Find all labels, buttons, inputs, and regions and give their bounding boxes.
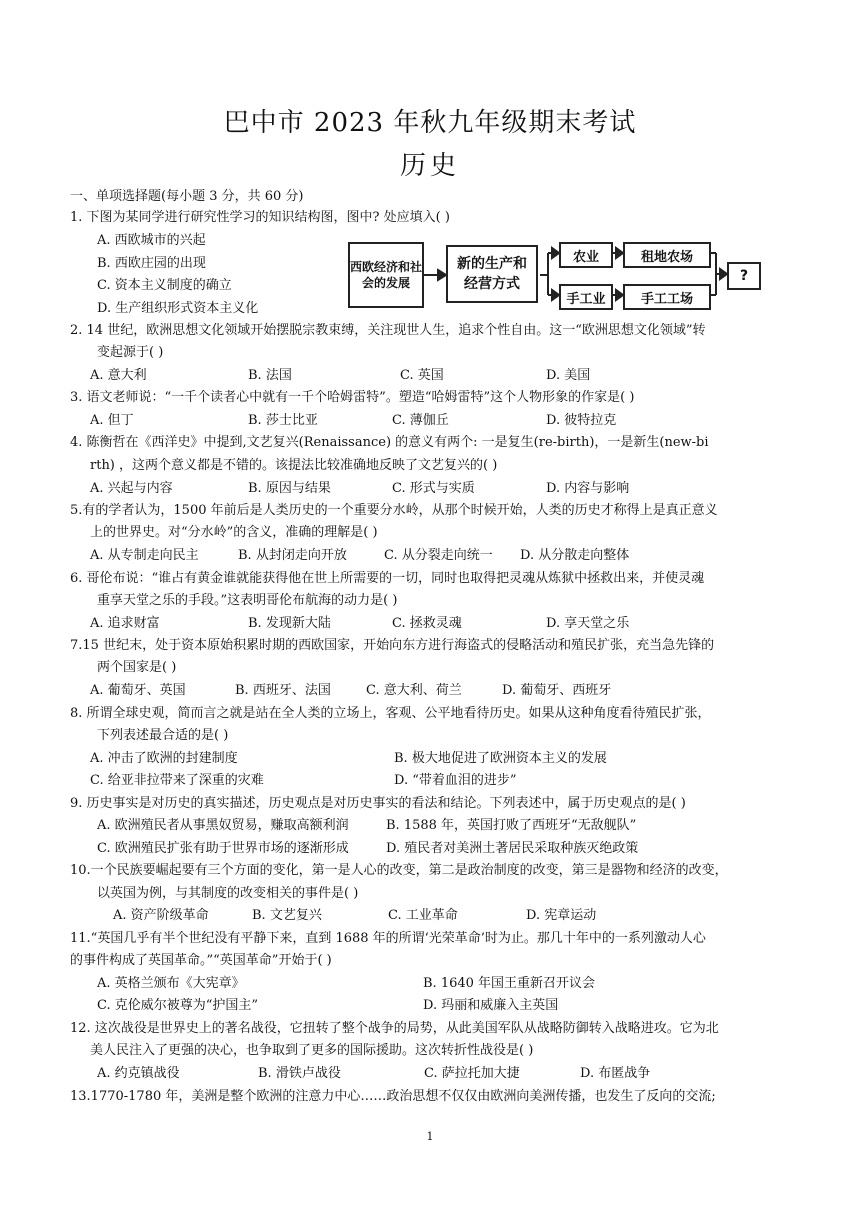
- question-12-option-c: C. 萨拉托加大捷: [424, 1066, 520, 1081]
- question-7-line-1: 7.15 世纪末，处于资本原始积累时期的西欧国家，开始向东方进行海盗式的侵略活动和殖民扩张，充当急先锋的: [70, 638, 715, 653]
- section-heading: 一、单项选择题(每小题 3 分，共 60 分): [70, 189, 304, 204]
- diagram-box-middle: 新的生产和经营方式: [446, 245, 538, 303]
- diagram-box-workshop: 手工工场: [623, 284, 711, 310]
- question-6-option-d: D. 享天堂之乐: [546, 616, 630, 631]
- question-3-stem: 3. 语文老师说：“一千个读者心中就有一千个哈姆雷特”。塑造“哈姆雷特”这个人物形象的作家是( ): [70, 390, 635, 405]
- question-5-line-1: 5.有的学者认为，1500 年前后是人类历史的一个重要分水岭，从那个时候开始，人类的历史才称得上是真正意义: [70, 503, 718, 518]
- question-5-line-2: 上的世界史。对“分水岭”的含义，准确的理解是( ): [90, 525, 378, 540]
- diagram-box-handicraft: 手工业: [559, 284, 613, 310]
- question-8-line-1: 8. 所谓全球史观，简而言之就是站在全人类的立场上，客观、公平地看待历史。如果从这种角度看待殖民扩张，: [70, 706, 711, 721]
- question-7-option-a: A. 葡萄牙、英国: [90, 683, 186, 698]
- diagram-box-start: 西欧经济和社会的发展: [348, 242, 424, 308]
- question-6-line-1: 6. 哥伦布说：“谁占有黄金谁就能获得他在世上所需要的一切，同时也取得把灵魂从炼狱中拯救出来，并使灵魂: [70, 571, 705, 586]
- question-1-option-d: D. 生产组织形式资本主义化: [97, 301, 259, 316]
- diagram-box-farm: 租地农场: [623, 242, 711, 268]
- question-5-option-c: C. 从分裂走向统一: [384, 548, 493, 563]
- question-6-option-c: C. 拯救灵魂: [392, 616, 462, 631]
- question-7-line-2: 两个国家是( ): [97, 660, 177, 675]
- question-1-stem: 1. 下图为某同学进行研究性学习的知识结构图，图中? 处应填入( ): [70, 210, 450, 225]
- question-13-line-1: 13.1770-1780 年，美洲是整个欧洲的注意力中心……政治思想不仅仅由欧洲向美洲传播，也发生了反向的交流;: [70, 1089, 716, 1104]
- knowledge-structure-diagram: [340, 236, 770, 314]
- question-3-option-b: B. 莎士比亚: [248, 413, 318, 428]
- question-5-option-d: D. 从分散走向整体: [520, 548, 630, 563]
- question-10-option-c: C. 工业革命: [388, 908, 458, 923]
- question-12-option-a: A. 约克镇战役: [97, 1066, 180, 1081]
- question-2-line-1: 2. 14 世纪，欧洲思想文化领域开始摆脱宗教束缚，关注现世人生，追求个性自由。这一“欧洲思想文化领域”转: [70, 323, 706, 338]
- question-11-option-c: C. 克伦威尔被尊为“护国主”: [97, 998, 259, 1013]
- question-9-option-a: A. 欧洲殖民者从事黑奴贸易，赚取高额利润: [97, 818, 349, 833]
- question-4-line-1: 4. 陈衡哲在《西洋史》中提到,文艺复兴(Renaissance) 的意义有两个: 一是复生(re-birth)，一是新生(new-bi: [70, 435, 709, 450]
- question-10-line-2: 以英国为例，与其制度的改变相关的事件是( ): [97, 886, 359, 901]
- question-5-option-a: A. 从专制走向民主: [90, 548, 199, 563]
- question-10-option-b: B. 文艺复兴: [252, 908, 322, 923]
- question-6-option-a: A. 追求财富: [90, 616, 160, 631]
- question-7-option-d: D. 葡萄牙、西班牙: [502, 683, 612, 698]
- question-2-line-2: 变起源于( ): [97, 345, 164, 360]
- question-2-option-c: C. 英国: [400, 368, 444, 383]
- question-9-stem: 9. 历史事实是对历史的真实描述，历史观点是对历史事实的看法和结论。下列表述中，属于历史观点的是( ): [70, 796, 686, 811]
- question-4-line-2: rth) ，这两个意义都是不错的。该提法比较准确地反映了文艺复兴的( ): [90, 458, 498, 473]
- question-6-option-b: B. 发现新大陆: [248, 616, 331, 631]
- question-8-line-2: 下列表述最合适的是( ): [97, 728, 229, 743]
- question-4-option-d: D. 内容与影响: [546, 481, 630, 496]
- question-5-option-b: B. 从封闭走向开放: [238, 548, 347, 563]
- question-11-option-b: B. 1640 年国王重新召开议会: [423, 976, 596, 991]
- question-3-option-d: D. 彼特拉克: [546, 413, 617, 428]
- page-number: 1: [426, 1130, 434, 1143]
- question-9-option-c: C. 欧洲殖民扩张有助于世界市场的逐渐形成: [97, 841, 349, 856]
- question-4-option-a: A. 兴起与内容: [90, 481, 173, 496]
- question-7-option-b: B. 西班牙、法国: [235, 683, 331, 698]
- question-7-option-c: C. 意大利、荷兰: [366, 683, 462, 698]
- question-10-option-d: D. 宪章运动: [526, 908, 597, 923]
- question-2-option-d: D. 美国: [546, 368, 591, 383]
- question-2-option-b: B. 法国: [248, 368, 292, 383]
- question-9-option-d: D. 殖民者对美洲土著居民采取种族灭绝政策: [386, 841, 639, 856]
- question-1-option-c: C. 资本主义制度的确立: [97, 278, 232, 293]
- question-11-line-1: 11.“英国几乎有半个世纪没有平静下来，直到 1688 年的所谓‘光荣革命’时为止。那几十年中的一系列激动人心: [70, 931, 706, 946]
- question-3-option-a: A. 但丁: [90, 413, 134, 428]
- question-12-option-b: B. 滑铁卢战役: [258, 1066, 341, 1081]
- diagram-box-unknown: ?: [727, 262, 761, 290]
- question-6-line-2: 重享天堂之乐的手段。”这表明哥伦布航海的动力是( ): [97, 593, 398, 608]
- diagram-box-agriculture: 农业: [559, 242, 613, 268]
- question-12-option-d: D. 布匿战争: [580, 1066, 651, 1081]
- question-11-option-d: D. 玛丽和威廉入主英国: [423, 998, 559, 1013]
- question-8-option-d: D. “带着血泪的进步”: [394, 773, 517, 788]
- question-10-line-1: 10.一个民族要崛起要有三个方面的变化，第一是人心的改变，第二是政治制度的改变，第三是器物和经济的改变，: [70, 863, 728, 878]
- subject-title: 历史: [399, 151, 460, 181]
- question-1-option-a: A. 西欧城市的兴起: [97, 233, 206, 248]
- question-9-option-b: B. 1588 年，英国打败了西班牙“无敌舰队”: [386, 818, 637, 833]
- question-3-option-c: C. 薄伽丘: [392, 413, 449, 428]
- question-11-line-2: 的事件构成了英国革命。”“英国革命”开始于( ): [70, 953, 332, 968]
- question-8-option-b: B. 极大地促进了欧洲资本主义的发展: [394, 751, 607, 766]
- question-4-option-b: B. 原因与结果: [248, 481, 331, 496]
- question-8-option-c: C. 给亚非拉带来了深重的灾难: [90, 773, 264, 788]
- question-2-option-a: A. 意大利: [90, 368, 147, 383]
- question-1-option-b: B. 西欧庄园的出现: [97, 256, 206, 271]
- question-4-option-c: C. 形式与实质: [392, 481, 475, 496]
- question-8-option-a: A. 冲击了欧洲的封建制度: [90, 751, 238, 766]
- page-title: 巴中市 2023 年秋九年级期末考试: [223, 108, 637, 138]
- question-10-option-a: A. 资产阶级革命: [113, 908, 209, 923]
- question-11-option-a: A. 英格兰颁布《大宪章》: [97, 976, 245, 991]
- question-12-line-2: 美人民注入了更强的决心，也争取到了更多的国际援助。这次转折性战役是( ): [90, 1043, 534, 1058]
- question-12-line-1: 12. 这次战役是世界史上的著名战役，它扭转了整个战争的局势，从此美国军队从战略防御转入战略进攻。它为北: [70, 1021, 719, 1036]
